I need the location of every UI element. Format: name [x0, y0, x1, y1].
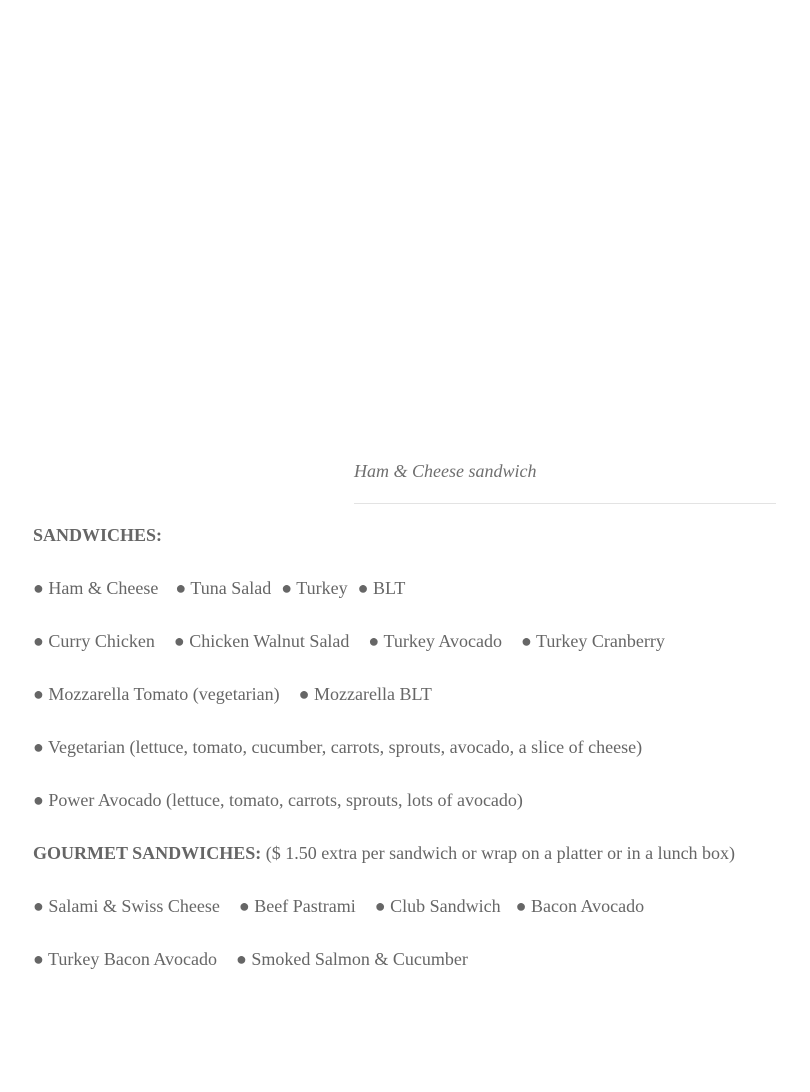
menu-item-bacon-avocado: ● Bacon Avocado [515, 896, 645, 916]
menu-item-smoked-salmon: ● Smoked Salmon & Cucumber [236, 949, 468, 969]
menu-item-salami-swiss: ● Salami & Swiss Cheese [33, 896, 220, 916]
menu-item-blt: ● BLT [357, 578, 406, 598]
gourmet-row-1 [33, 893, 793, 919]
menu-item-chicken-walnut-salad: ● Chicken Walnut Salad [173, 631, 350, 651]
menu-item-vegetarian: ● Vegetarian (lettuce, tomato, cucumber, carrots, sprouts, avocado, a slice of cheese) [33, 737, 643, 757]
menu-item-turkey: ● Turkey [281, 578, 348, 598]
menu-item-turkey-avocado: ● Turkey Avocado [368, 631, 502, 651]
menu-item-club-sandwich: ● Club Sandwich [374, 896, 501, 916]
image-caption [354, 458, 776, 504]
menu-item-mozzarella-tomato: ● Mozzarella Tomato (vegetarian) [33, 684, 280, 704]
menu-item-mozzarella-blt: ● Mozzarella BLT [298, 684, 432, 704]
menu-item-beef-pastrami: ● Beef Pastrami [238, 896, 356, 916]
sandwich-image-placeholder [0, 0, 810, 440]
sandwich-row-2 [33, 628, 793, 654]
menu-item-turkey-bacon-avocado: ● Turkey Bacon Avocado [33, 949, 218, 969]
sandwich-row-4 [33, 734, 793, 760]
menu-item-ham-cheese: ● Ham & Cheese [33, 578, 159, 598]
sandwiches-heading: SANDWICHES: [33, 525, 163, 545]
gourmet-heading: GOURMET SANDWICHES: [33, 843, 262, 863]
menu-item-curry-chicken: ● Curry Chicken [33, 631, 155, 651]
sandwich-row-5 [33, 787, 793, 813]
menu-item-tuna-salad: ● Tuna Salad [175, 578, 272, 598]
sandwich-row-1 [33, 575, 793, 601]
gourmet-heading-line [33, 840, 793, 866]
menu-item-turkey-cranberry: ● Turkey Cranberry [520, 631, 665, 651]
menu-item-power-avocado: ● Power Avocado (lettuce, tomato, carrots, sprouts, lots of avocado) [33, 790, 523, 810]
sandwich-menu [33, 522, 793, 999]
gourmet-row-2 [33, 946, 793, 972]
sandwich-row-3 [33, 681, 793, 707]
caption-text: Ham & Cheese sandwich [354, 461, 537, 481]
gourmet-price-note: ($ 1.50 extra per sandwich or wrap on a platter or in a lunch box) [265, 843, 736, 863]
